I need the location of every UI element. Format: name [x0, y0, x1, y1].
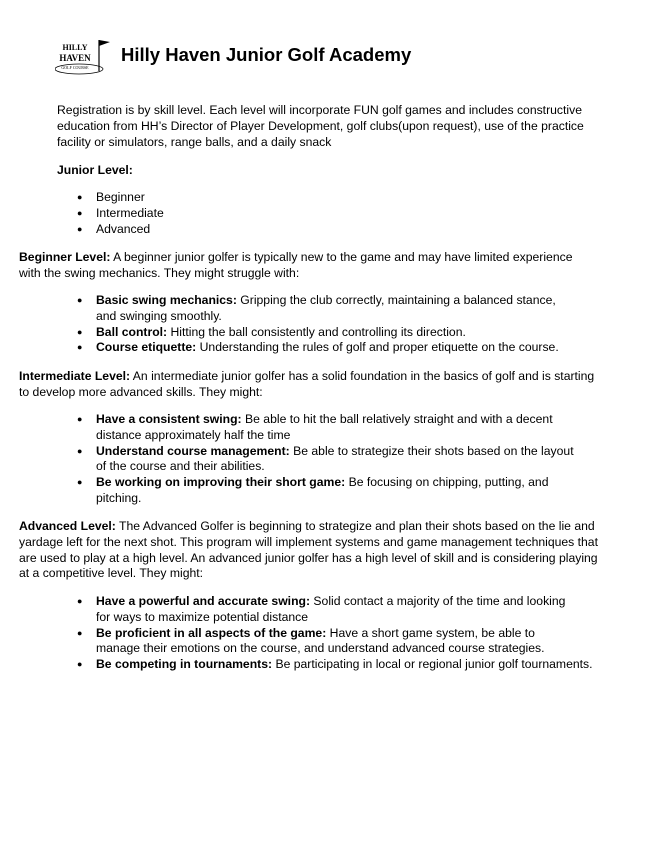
svg-text:HAVEN: HAVEN	[59, 53, 91, 63]
list-item: ● Ball control: Hitting the ball consistently and controlling its direction.	[77, 325, 567, 341]
beginner-list	[77, 293, 567, 356]
advanced-paragraph: Advanced Level: The Advanced Golfer is beginning to strategize and plan their shots based on the lie and yardage left for the next shot. This program will implement systems and game management techniques that are used to play at a high level. An advanced junior golfer has a high level of skill and is considering playing at a competitive level. They might:	[19, 519, 598, 581]
svg-text:HILLY: HILLY	[62, 43, 88, 52]
advanced-list	[77, 594, 593, 673]
list-item: ● Understand course management: Be able to strategize their shots based on the layout of the course and their abilities.	[77, 444, 577, 476]
list-item: ● Advanced	[77, 222, 164, 238]
list-item: ● Be competing in tournaments: Be participating in local or regional junior golf tournaments.	[77, 657, 577, 673]
list-item: ● Be proficient in all aspects of the game: Have a short game system, be able to manage their emotions on the course, and understand advanced course strategies.	[77, 626, 577, 658]
list-item: ● Intermediate	[77, 206, 164, 222]
beginner-paragraph: Beginner Level: A beginner junior golfer is typically new to the game and may have limited experience with the swing mechanics. They might struggle with:	[19, 250, 573, 280]
hilly-haven-logo	[55, 38, 113, 78]
list-item: ● Have a consistent swing: Be able to hit the ball relatively straight and with a decent distance approximately half the time	[77, 412, 577, 444]
list-item: ● Course etiquette: Understanding the rules of golf and proper etiquette on the course.	[77, 340, 567, 356]
list-item: ● Have a powerful and accurate swing: Solid contact a majority of the time and looking for ways to maximize potential distance	[77, 594, 577, 626]
list-item: ● Beginner	[77, 190, 164, 206]
junior-level-list	[77, 190, 164, 237]
intro-paragraph: Registration is by skill level. Each level will incorporate FUN golf games and includes constructive education from HH’s Director of Player Development, golf clubs(upon request), use of the practice facility or simulators, range balls, and a daily snack	[57, 103, 584, 149]
list-item: ● Be working on improving their short game: Be focusing on chipping, putting, and pitching.	[77, 475, 577, 507]
intermediate-list	[77, 412, 577, 507]
list-item: ● Basic swing mechanics: Gripping the club correctly, maintaining a balanced stance, and swinging smoothly.	[77, 293, 567, 325]
intermediate-paragraph: Intermediate Level: An intermediate junior golfer has a solid foundation in the basics of golf and is starting to develop more advanced skills. They might:	[19, 369, 595, 399]
page-title: Hilly Haven Junior Golf Academy	[121, 44, 412, 65]
junior-level-heading: Junior Level:	[57, 163, 133, 177]
svg-text:GOLF COURSE: GOLF COURSE	[61, 65, 89, 70]
